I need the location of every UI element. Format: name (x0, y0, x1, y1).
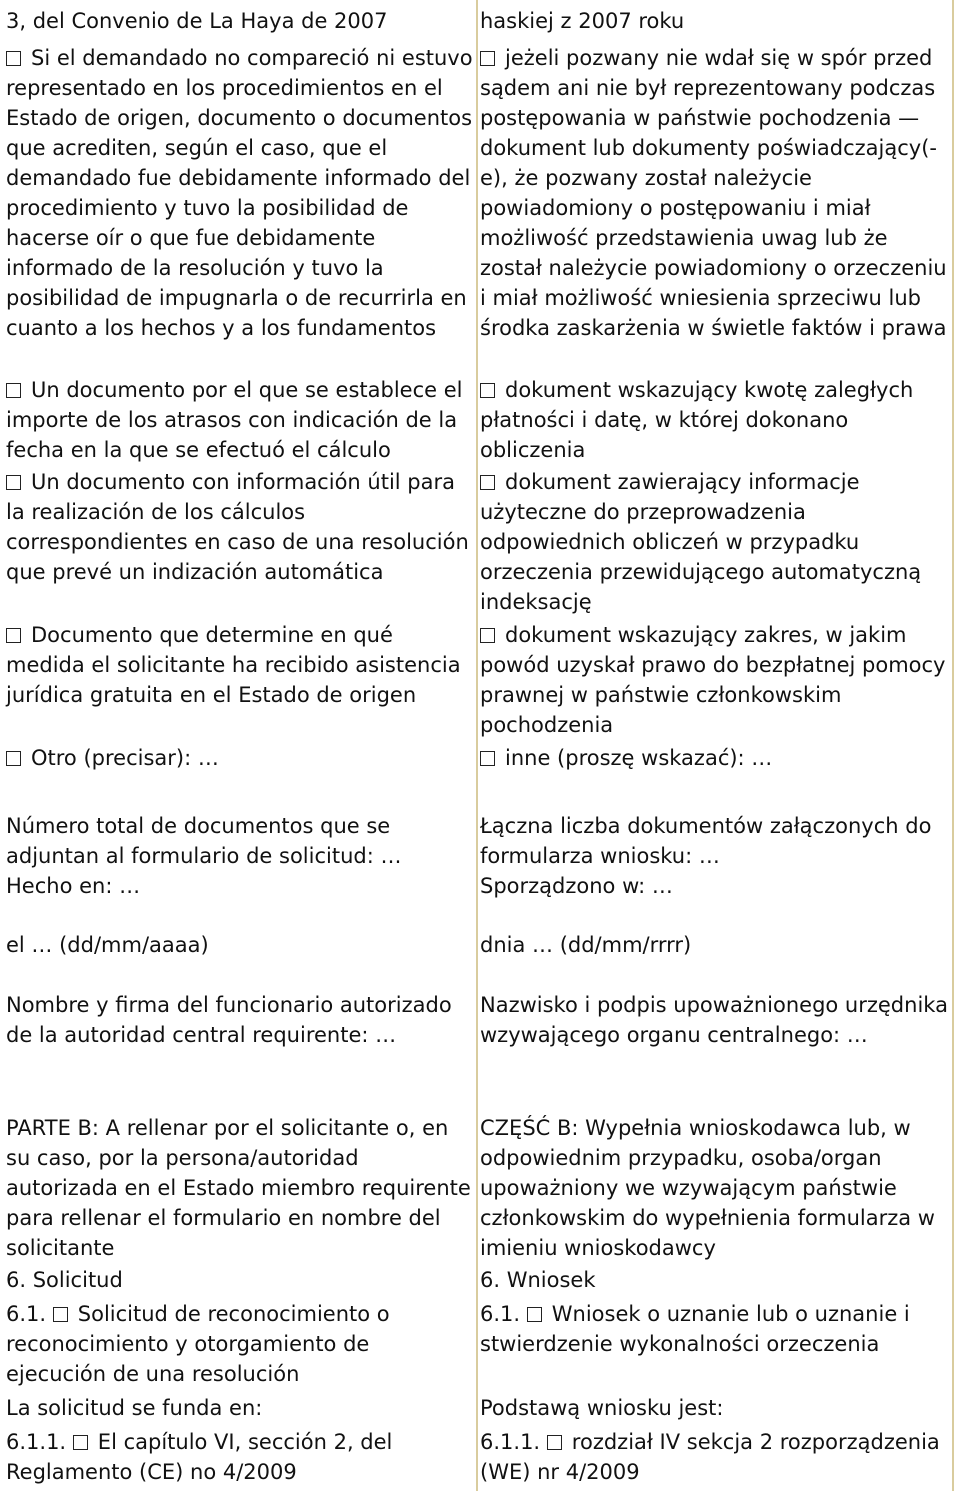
left-signature: Nombre y firma del funcionario autorizado de la autoridad central requirente: … (6, 993, 452, 1047)
left-section-6: 6. Solicitud (6, 1268, 123, 1292)
left-total: Número total de documentos que se adjuntan al formulario de solicitud: … (6, 814, 402, 868)
right-option-4-text: dokument wskazujący zakres, w jakim powód uzyskał prawo do bezpłatnej pomocy prawnej w państwie członkowskim pochodzenia (480, 623, 946, 737)
left-date: el … (dd/mm/aaaa) (6, 933, 209, 957)
checkbox-icon[interactable] (480, 383, 495, 398)
right-option-3-text: dokument zawierający informacje użyteczne do przeprowadzenia odpowiednich obliczeń w przypadku orzeczenia przewidującego automatyczną indeksację (480, 470, 922, 614)
left-section-6-1-1-number: 6.1.1. (6, 1430, 67, 1454)
left-option-2-text: Un documento por el que se establece el importe de los atrasos con indicación de la fecha en la que se efectuó el cálculo (6, 378, 463, 462)
right-section-6-1-number: 6.1. (480, 1302, 521, 1326)
right-option-1 (480, 43, 952, 343)
right-option-2 (480, 375, 952, 465)
left-basis: La solicitud se funda en: (6, 1396, 263, 1420)
right-date: dnia … (dd/mm/rrrr) (480, 933, 692, 957)
left-place: Hecho en: … (6, 874, 141, 898)
left-section-6-1-number: 6.1. (6, 1302, 47, 1326)
right-header: haskiej z 2007 roku (480, 9, 685, 33)
right-option-1-text: jeżeli pozwany nie wdał się w spór przed sądem ani nie był reprezentowany podczas postępowania w państwie pochodzenia — dokument lub dokumenty poświadczający(-e), że pozwany został należycie powiadomiony o postępowaniu i miał możliwość przedstawienia uwag lub że został należycie powiadomiony o orzeczeniu i miał możliwość wniesienia sprzeciwu lub środka zaskarżenia w świetle faktów i prawa (480, 46, 947, 340)
left-section-6-1 (6, 1299, 474, 1389)
checkbox-icon[interactable] (480, 51, 495, 66)
checkbox-icon[interactable] (6, 628, 21, 643)
left-option-1 (6, 43, 474, 343)
right-section-6-1-text: Wniosek o uznanie lub o uznanie i stwierdzenie wykonalności orzeczenia (480, 1302, 910, 1356)
checkbox-icon[interactable] (547, 1435, 562, 1450)
checkbox-icon[interactable] (6, 751, 21, 766)
right-total: Łączna liczba dokumentów załączonych do formularza wniosku: … (480, 814, 932, 868)
right-place: Sporządzono w: … (480, 874, 673, 898)
left-option-3 (6, 467, 474, 587)
left-section-6-1-text: Solicitud de reconocimiento o reconocimiento y otorgamiento de ejecución de una resolución (6, 1302, 390, 1386)
right-option-3 (480, 467, 952, 617)
left-header: 3, del Convenio de La Haya de 2007 (6, 9, 388, 33)
left-option-5-text: Otro (precisar): … (31, 746, 219, 770)
right-option-5-text: inne (proszę wskazać): … (505, 746, 773, 770)
checkbox-icon[interactable] (6, 51, 21, 66)
right-section-6-1-1-text: rozdział IV sekcja 2 rozporządzenia (WE) nr 4/2009 (480, 1430, 940, 1484)
checkbox-icon[interactable] (527, 1307, 542, 1322)
left-part-b: PARTE B: A rellenar por el solicitante o, en su caso, por la persona/autoridad autorizada en el Estado miembro requirente para rellenar el formulario en nombre del solicitante (6, 1116, 471, 1260)
left-section-6-1-1 (6, 1427, 474, 1487)
checkbox-icon[interactable] (53, 1307, 68, 1322)
right-section-6-1 (480, 1299, 952, 1359)
left-section-6-1-1-text: El capítulo VI, sección 2, del Reglamento (CE) no 4/2009 (6, 1430, 393, 1484)
checkbox-icon[interactable] (73, 1435, 88, 1450)
right-option-2-text: dokument wskazujący kwotę zaległych płatności i datę, w której dokonano obliczenia (480, 378, 914, 462)
left-option-4-text: Documento que determine en qué medida el solicitante ha recibido asistencia jurídica gratuita en el Estado de origen (6, 623, 461, 707)
checkbox-icon[interactable] (6, 383, 21, 398)
left-option-3-text: Un documento con información útil para la realización de los cálculos correspondientes en caso de una resolución que prevé un indización automática (6, 470, 469, 584)
right-option-5 (480, 743, 952, 773)
checkbox-icon[interactable] (480, 475, 495, 490)
right-option-4 (480, 620, 952, 740)
right-signature: Nazwisko i podpis upoważnionego urzędnika wzywającego organu centralnego: … (480, 993, 948, 1047)
left-option-5 (6, 743, 474, 773)
right-section-6-1-1-number: 6.1.1. (480, 1430, 541, 1454)
checkbox-icon[interactable] (480, 628, 495, 643)
left-option-4 (6, 620, 474, 710)
right-part-b: CZĘŚĆ B: Wypełnia wnioskodawca lub, w odpowiednim przypadku, osoba/organ upoważniony we wzywającym państwie członkowskim do wypełnienia formularza w imieniu wnioskodawcy (480, 1116, 935, 1260)
right-section-6: 6. Wniosek (480, 1268, 596, 1292)
left-option-1-text: Si el demandado no compareció ni estuvo representado en los procedimientos en el Estado de origen, documento o documentos que acrediten, según el caso, que el demandado fue debidamente informado del procedimiento y tuvo la posibilidad de hacerse oír o que fue debidamente informado de la resolución y tuvo la posibilidad de impugnarla o de recurrirla en cuanto a los hechos y a los fundamentos (6, 46, 473, 340)
checkbox-icon[interactable] (6, 475, 21, 490)
checkbox-icon[interactable] (480, 751, 495, 766)
right-section-6-1-1 (480, 1427, 952, 1487)
right-basis: Podstawą wniosku jest: (480, 1396, 724, 1420)
left-option-2 (6, 375, 474, 465)
